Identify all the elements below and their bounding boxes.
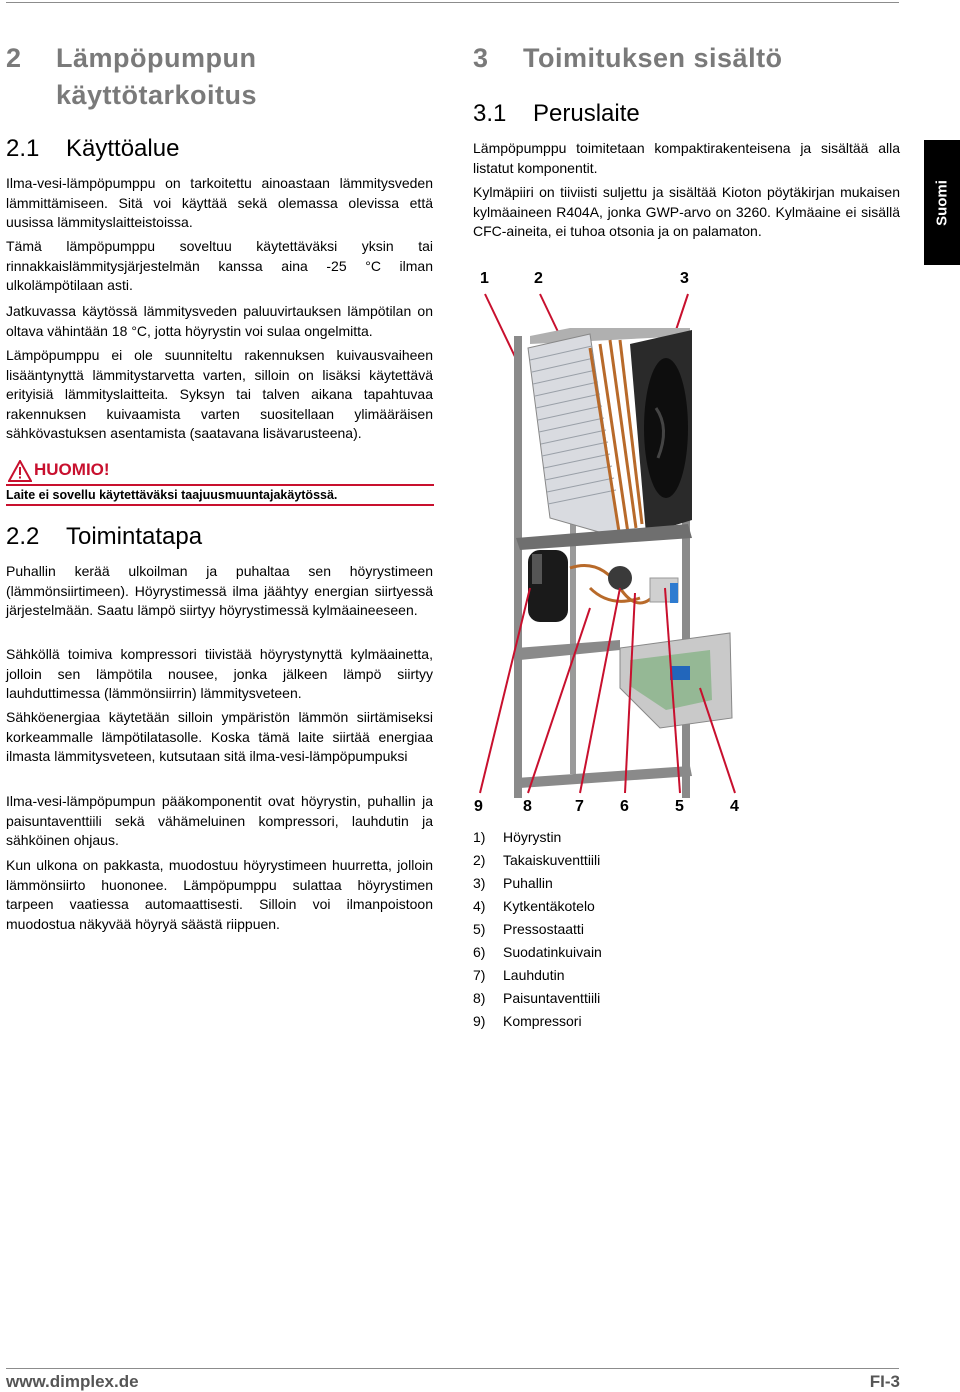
list-item: 8) Paisuntaventtiili — [473, 990, 601, 1006]
subsection-2-2-heading — [6, 522, 202, 552]
list-item: 9) Kompressori — [473, 1013, 582, 1029]
figure-label: 8 — [523, 798, 532, 815]
figure-label: 3 — [680, 270, 689, 287]
subsection-title: Peruslaite — [533, 100, 640, 127]
figure-label: 7 — [575, 798, 584, 815]
list-item: 5) Pressostaatti — [473, 921, 584, 937]
heat-pump-photo — [470, 288, 770, 798]
list-item: 2) Takaiskuventtiili — [473, 852, 601, 868]
language-tab-label: Suomi — [933, 179, 951, 226]
section-title-line2: käyttötarkoitus — [56, 80, 258, 110]
subsection-number: 3.1 — [473, 100, 507, 127]
subsection-2-1-heading — [6, 134, 179, 164]
paragraph: Lämpöpumppu toimitetaan kompaktirakenteisena ja sisältää alla listatut komponentit. — [473, 140, 900, 176]
paragraph: Ilma-vesi-lämpöpumpun pääkomponentit ovat höyrystin, puhallin ja paisuntaventtiili sekä vähämeluinen kompressori, lauhdutin ja sähköinen ohjaus. — [6, 793, 433, 849]
section-title-line1: Lämpöpumpun — [56, 43, 257, 73]
paragraph: Kylmäpiiri on tiiviisti suljettu ja sisältää Kioton pöytäkirjan mukaisen kylmäaineen R404A, jonka GWP-arvo on 3260. Kylmäaine ei sisällä CFC-aineita, ei tuhoa otsonia ja on palamaton. — [473, 184, 900, 240]
paragraph: Tämä lämpöpumppu soveltuu käytettäväksi yksin tai rinnakkaislämmitysjärjestelmän kanssa aina -25 °C ilman ulkolämpötilaan asti. — [6, 238, 433, 294]
component-list — [473, 826, 602, 1033]
warning-title: HUOMIO! — [34, 460, 110, 479]
language-tab — [924, 140, 960, 265]
paragraph: Kun ulkona on pakkasta, muodostuu höyrystimeen huurretta, jolloin lämmönsiirto huononee. Lämpöpumppu sulattaa höyrystimen tarpeen vaatiessa automaattisesti. Silloin voi ilmanpoistoon muodostua näkyvää höyryä säästä riippuen. — [6, 857, 433, 932]
page-number: FI-3 — [869, 1372, 900, 1391]
warning-text: Laite ei sovellu käytettäväksi taajuusmuuntajakäytössä. — [6, 488, 338, 502]
subsection-number: 2.2 — [6, 523, 40, 550]
paragraph: Jatkuvassa käytössä lämmitysveden paluuvirtauksen lämpötilan on oltava vähintään 18 °C, jotta höyrystin voi sulaa ongelmitta. — [6, 303, 433, 339]
section-number: 2 — [6, 43, 22, 73]
warning-box — [6, 458, 434, 506]
paragraph: Sähköllä toimiva kompressori tiivistää höyrystynyttä kylmäainetta, jolloin sen lämpötila nousee, jonka jälkeen lämpö siirtyy lauhduttimessa (lämmönsiirrin) lämmitysveteen. — [6, 646, 433, 702]
warning-triangle-icon — [8, 460, 32, 482]
paragraph: Sähköenergiaa käytetään silloin ympäristön lämmön siirtämiseksi korkeammalle lämpötilatasolle. Koska tämä laite siirtää energiaa ilmasta lämmitysveteen, kutsutaan sitä ilma-vesi-lämpöpumpuksi — [6, 709, 433, 765]
section-2-heading — [6, 40, 446, 114]
section-number: 3 — [473, 43, 489, 73]
figure-label: 2 — [534, 270, 543, 287]
figure-label: 5 — [675, 798, 684, 815]
warning-rule — [6, 504, 434, 506]
paragraph: Ilma-vesi-lämpöpumppu on tarkoitettu ainoastaan lämmitysveden lämmittämiseen. Sitä voi käyttää sekä olemassa olevissa että uusissa lämmityslaitteistoissa. — [6, 175, 433, 231]
footer-url-link[interactable]: www.dimplex.de — [6, 1372, 139, 1391]
top-rule — [6, 2, 899, 3]
list-item: 4) Kytkentäkotelo — [473, 898, 595, 914]
figure-label: 6 — [620, 798, 629, 815]
figure-label: 4 — [730, 798, 739, 815]
footer-rule — [6, 1368, 899, 1369]
figure-label: 9 — [474, 798, 483, 815]
section-3-heading — [473, 40, 913, 77]
subsection-title: Käyttöalue — [66, 135, 180, 162]
subsection-3-1-heading — [473, 99, 640, 129]
list-item: 6) Suodatinkuivain — [473, 944, 602, 960]
subsection-title: Toimintatapa — [66, 523, 203, 550]
paragraph: Puhallin kerää ulkoilman ja puhaltaa sen höyrystimeen (lämmönsiirtimeen). Höyrystimessä ilma jäähtyy energian siirtyessä järjestelmään. Saatu lämpö siirtyy höyrystimessä kylmäaineeseen. — [6, 563, 433, 619]
list-item: 1) Höyrystin — [473, 829, 562, 845]
list-item: 7) Lauhdutin — [473, 967, 565, 983]
list-item: 3) Puhallin — [473, 875, 553, 891]
figure-label: 1 — [480, 270, 489, 287]
section-title: Toimituksen sisältö — [523, 43, 783, 73]
paragraph: Lämpöpumppu ei ole suunniteltu rakennuksen kuivausvaiheen lisääntynyttä lämmitystarvetta varten, silloin on lisäksi käytettävä erityisiä lämmityslaitteita. Syksyn tai talven aikana tapahtuvaa rakennuksen kuivaamista varten suositellaan ylimääräisen sähkövastuksen asentamista (saatavana lisävarusteena). — [6, 347, 433, 442]
subsection-number: 2.1 — [6, 135, 40, 162]
